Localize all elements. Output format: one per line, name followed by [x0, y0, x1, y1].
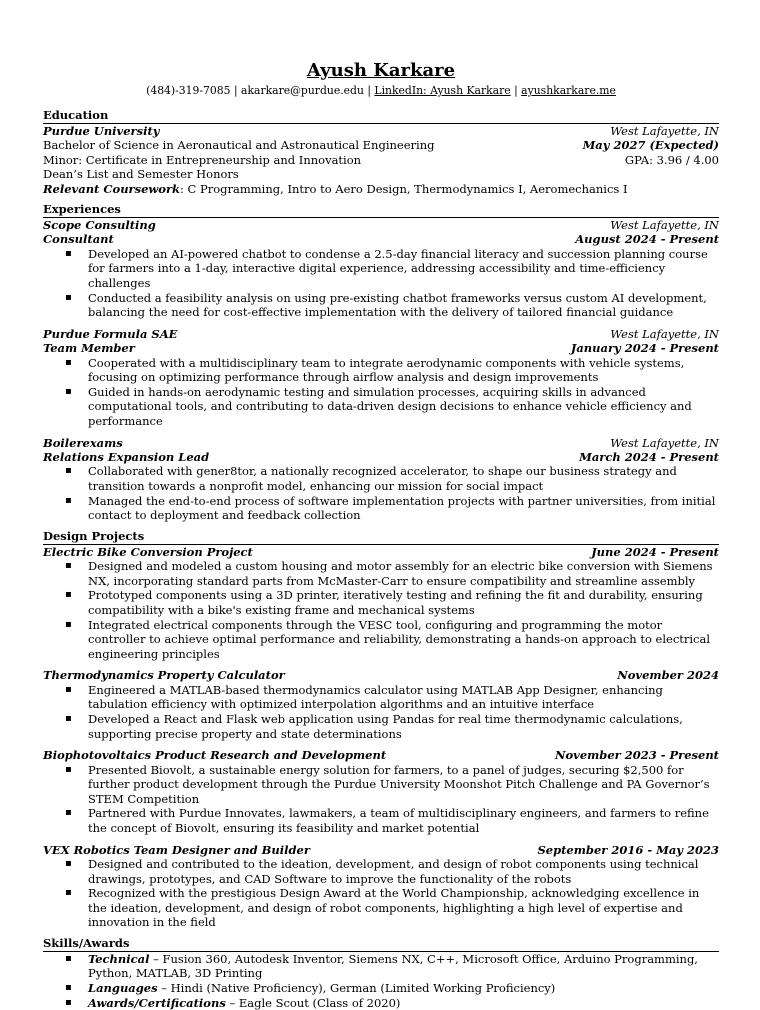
skill-text: – Hindi (Native Proficiency), German (Limited Working Proficiency) [157, 981, 556, 996]
project-date: November 2023 - Present [554, 748, 719, 763]
bullet: ▪ Engineered a MATLAB-based thermodynamics calculator using MATLAB App Designer, enhancing tabulation efficiency with optimized interpolation algorithms and an intuitive interface [43, 683, 719, 712]
org-location: West Lafayette, IN [610, 218, 719, 233]
org-name: Scope Consulting [43, 218, 156, 233]
bullet: ▪ Cooperated with a multidisciplinary team to integrate aerodynamic components with vehicle systems, focusing on optimizing performance through airflow analysis and design improvements [43, 356, 719, 385]
bullet: ▪ Conducted a feasibility analysis on using pre-existing chatbot frameworks versus custom AI development, balancing the need for cost-effective implementation with the delivery of tailored financial guidance [43, 291, 719, 320]
coursework [43, 182, 719, 196]
school-location: West Lafayette, IN [610, 124, 719, 138]
role-date: March 2024 - Present [579, 450, 719, 464]
org-name: Purdue Formula SAE [43, 326, 178, 341]
role: Team Member [43, 341, 135, 356]
project-date: November 2024 [617, 668, 719, 683]
bullet: ▪ Designed and modeled a custom housing and motor assembly for an electric bike conversion with Siemens NX, incorporating standard parts from McMaster-Carr to ensure compatibility and streamline assembly [43, 559, 719, 588]
skill-label: Languages [88, 981, 158, 996]
skills-heading: Skills/Awards [43, 936, 719, 952]
project-item [43, 545, 719, 662]
skill-item [43, 996, 719, 1010]
project-item [43, 843, 719, 930]
bullet: ▪ Presented Biovolt, a sustainable energy solution for farmers, to a panel of judges, securing $2,500 for further product development through the Purdue University Moonshot Pitch Challenge and PA Governor’s STEM Competition [43, 763, 719, 807]
project-date: September 2016 - May 2023 [537, 842, 719, 857]
coursework-label: Relevant Coursework [43, 181, 181, 196]
phone-email: (484)-319-7085 | akarkare@purdue.edu | [146, 84, 371, 97]
org-location: West Lafayette, IN [610, 326, 719, 341]
skill-text: – Eagle Scout (Class of 2020) [225, 995, 401, 1010]
bullet: ▪ Developed an AI-powered chatbot to condense a 2.5-day financial literacy and succession planning course for farmers into a 1-day, interactive digital experience, addressing accessibility and time-efficiency challenges [43, 247, 719, 291]
education-minor-row [43, 153, 719, 167]
candidate-name: Ayush Karkare [306, 60, 456, 81]
project-title: Electric Bike Conversion Project [43, 544, 253, 559]
experience-item [43, 436, 719, 523]
degree: Bachelor of Science in Aeronautical and Astronautical Engineering [43, 138, 435, 153]
project-date: June 2024 - Present [591, 544, 719, 559]
contact-separator: | [514, 84, 518, 97]
coursework-list: : C Programming, Intro to Aero Design, Thermodynamics I, Aeromechanics I [180, 181, 628, 196]
project-item [43, 748, 719, 835]
experience-heading: Experiences [43, 202, 719, 218]
project-title: Thermodynamics Property Calculator [43, 668, 285, 683]
project-title: Biophotovoltaics Product Research and Development [43, 748, 387, 763]
experience-item [43, 327, 719, 429]
bullet: ▪ Managed the end-to-end process of software implementation projects with partner universities, from initial contact to deployment and feedback collection [43, 494, 719, 523]
project-item [43, 668, 719, 741]
gpa: GPA: 3.96 / 4.00 [624, 152, 719, 167]
bullet: ▪ Developed a React and Flask web application using Pandas for real time thermodynamic calculations, supporting precise property and state determinations [43, 712, 719, 741]
bullet: ▪ Partnered with Purdue Innovates, lawmakers, a team of multidisciplinary engineers, and farmers to refine the concept of Biovolt, ensuring its feasibility and market potential [43, 806, 719, 835]
graduation-date: May 2027 (Expected) [582, 138, 719, 153]
education-school-row [43, 124, 719, 138]
minor: Minor: Certificate in Entrepreneurship and Innovation [43, 152, 362, 167]
skill-label: Awards/Certifications [88, 995, 226, 1010]
role-date: August 2024 - Present [575, 232, 719, 247]
bullet: ▪ Collaborated with gener8tor, a nationally recognized accelerator, to shape our business strategy and transition towards a nonprofit model, enhancing our mission for social impact [43, 464, 719, 493]
website-link[interactable]: ayushkarkare.me [521, 84, 616, 97]
bullet: ▪ Designed and contributed to the ideation, development, and design of robot components using technical drawings, prototypes, and CAD Software to improve the functionality of the robots [43, 857, 719, 886]
role: Relations Expansion Lead [43, 450, 210, 464]
linkedin-link[interactable]: LinkedIn: Ayush Karkare [374, 84, 511, 97]
contact-line [43, 84, 719, 98]
education-heading: Education [43, 108, 719, 124]
education-degree-row [43, 138, 719, 152]
org-name: Boilerexams [43, 435, 123, 450]
school-name: Purdue University [43, 124, 160, 138]
bullet: ▪ Guided in hands-on aerodynamic testing and simulation processes, acquiring skills in advanced computational tools, and contributing to data-driven design decisions to enhance vehicle efficiency and performance [43, 385, 719, 429]
skill-text: – Fusion 360, Autodesk Inventor, Siemens NX, C++, Microsoft Office, Arduino Programming, Python, MATLAB, 3D Printing [88, 951, 698, 981]
project-title: VEX Robotics Team Designer and Builder [43, 842, 310, 857]
bullet: ▪ Prototyped components using a 3D printer, iteratively testing and refining the fit and durability, ensuring compatibility with a bike's existing frame and mechanical systems [43, 588, 719, 617]
skill-item [43, 981, 719, 996]
skill-label: Technical [88, 951, 150, 966]
bullet: ▪ Integrated electrical components through the VESC tool, configuring and programming the motor controller to achieve optimal performance and reliability, demonstrating a hands-on approach to electrical engineering principles [43, 618, 719, 662]
experience-item [43, 218, 719, 320]
honors: Dean’s List and Semester Honors [43, 167, 239, 182]
skill-item [43, 952, 719, 981]
bullet: ▪ Recognized with the prestigious Design Award at the World Championship, acknowledging excellence in the ideation, development, and design of robot components, highlighting a high level of expertise and innovation in the field [43, 886, 719, 930]
resume-page [43, 58, 719, 1010]
role: Consultant [43, 232, 114, 247]
role-date: January 2024 - Present [570, 341, 719, 356]
projects-heading: Design Projects [43, 529, 719, 545]
org-location: West Lafayette, IN [610, 435, 719, 450]
